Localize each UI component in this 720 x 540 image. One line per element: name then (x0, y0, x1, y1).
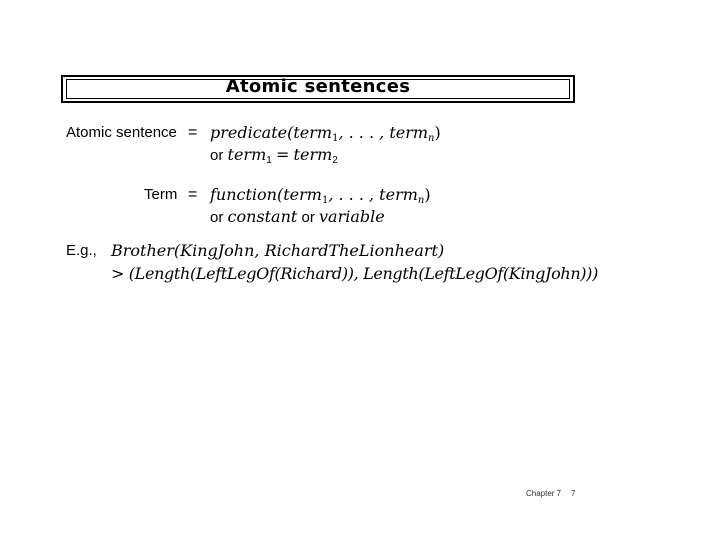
or-word: or (210, 147, 224, 164)
footer-chapter: Chapter 7 (526, 489, 562, 498)
ellipsis-term: , . . . , term (328, 185, 418, 204)
subscript: 1 (321, 195, 329, 206)
atomic-sentence-definition (210, 123, 441, 144)
example-length-comparison: > (Length(LeftLegOf(Richard)), Length(LeftLegOf(KingJohn))) (111, 264, 598, 283)
variable-word: variable (319, 207, 385, 226)
close-paren: ) (434, 123, 441, 142)
slide-title: Atomic sentences (225, 76, 411, 97)
term-definition (210, 185, 431, 206)
subscript: 1 (332, 133, 339, 144)
term-alt (210, 207, 385, 226)
term-equals: = (188, 186, 198, 203)
example-prefix: E.g., (66, 242, 97, 259)
subscript: 2 (332, 155, 338, 166)
footer-page-number: 7 (571, 489, 576, 498)
function-text: function(term (210, 185, 322, 204)
or-word: or (210, 209, 224, 226)
equals-sign: = (275, 145, 290, 164)
atomic-sentence-label: Atomic sentence (66, 124, 177, 141)
close-paren: ) (424, 185, 431, 204)
atomic-sentence-equals: = (188, 124, 198, 141)
subscript: n (428, 133, 435, 144)
subscript: 1 (266, 155, 272, 166)
term-b: term (293, 145, 333, 164)
term-label: Term (144, 186, 178, 203)
constant-word: constant (227, 207, 298, 226)
example-brother: Brother(KingJohn, RichardTheLionheart) (111, 241, 445, 260)
or-word: or (301, 209, 315, 226)
subscript: n (417, 195, 425, 206)
term-a: term (227, 145, 267, 164)
predicate-text: predicate(term (210, 123, 333, 142)
atomic-sentence-alt (210, 145, 338, 166)
ellipsis-term: , . . . , term (338, 123, 429, 142)
slide-title-box (61, 75, 575, 103)
